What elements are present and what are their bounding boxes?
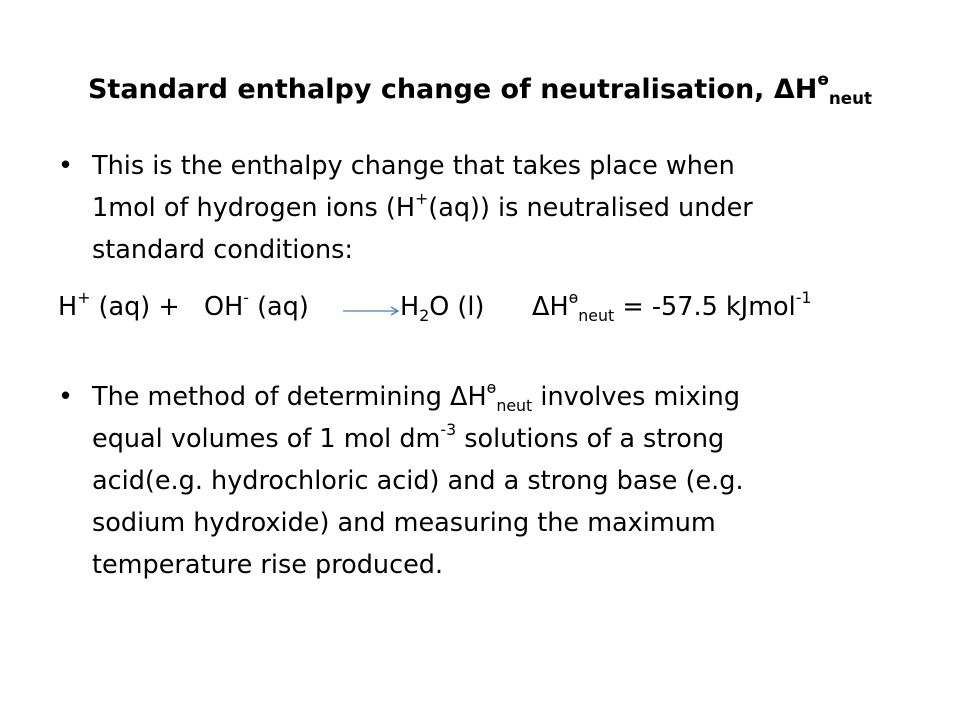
superscript: -1	[795, 288, 812, 308]
text-segment: = -57.5 kJmol	[622, 292, 796, 322]
bullet-line	[92, 187, 898, 229]
text-segment: The method of determining ΔH	[92, 382, 487, 412]
text-segment: ΔH	[532, 292, 569, 322]
title-text: Standard enthalpy change of neutralisation, ΔH	[87, 74, 818, 105]
title-subscript: neut	[828, 87, 873, 108]
text-segment: (aq)) is neutralised under	[428, 193, 753, 223]
text-segment: solutions of a strong	[464, 424, 725, 454]
text-segment: O (l)	[429, 292, 485, 322]
superscript: +	[77, 288, 91, 308]
bullet-line	[92, 376, 898, 418]
slide-title	[0, 70, 960, 110]
superscript: ө	[568, 288, 579, 308]
subscript: neut	[496, 395, 533, 415]
superscript: ө	[486, 378, 497, 398]
text-segment: H	[58, 292, 78, 322]
bullet-icon: •	[58, 151, 74, 181]
equation-enthalpy-value	[532, 286, 811, 328]
superscript: -3	[440, 420, 457, 440]
title-superscript: ө	[817, 69, 829, 90]
bullet-definition	[58, 145, 898, 271]
superscript: -	[243, 288, 249, 308]
text-segment: H	[400, 292, 420, 322]
bullet-definition-text	[92, 145, 898, 271]
subscript: neut	[578, 305, 615, 325]
equation-product	[400, 286, 484, 328]
text-segment: involves mixing	[540, 382, 741, 412]
bullet-line: This is the enthalpy change that takes place when	[92, 151, 735, 181]
reaction-arrow-icon	[343, 305, 401, 317]
bullet-icon: •	[58, 382, 74, 412]
bullet-line: acid(e.g. hydrochloric acid) and a strong base (e.g.	[92, 466, 744, 496]
text-segment: 1mol of hydrogen ions (H	[92, 193, 416, 223]
subscript: 2	[419, 305, 430, 325]
bullet-method	[58, 376, 898, 586]
text-segment: (aq)	[257, 292, 309, 322]
equation-reactant-h	[58, 286, 180, 328]
bullet-line: standard conditions:	[92, 235, 353, 265]
bullet-line: sodium hydroxide) and measuring the maximum	[92, 508, 716, 538]
equation-reactant-oh	[204, 286, 309, 328]
bullet-method-text	[92, 376, 898, 586]
text-segment: equal volumes of 1 mol dm	[92, 424, 441, 454]
superscript: +	[415, 189, 429, 209]
bullet-line: temperature rise produced.	[92, 550, 444, 580]
text-segment: (aq) +	[98, 292, 180, 322]
bullet-line	[92, 418, 898, 460]
text-segment: OH	[204, 292, 244, 322]
